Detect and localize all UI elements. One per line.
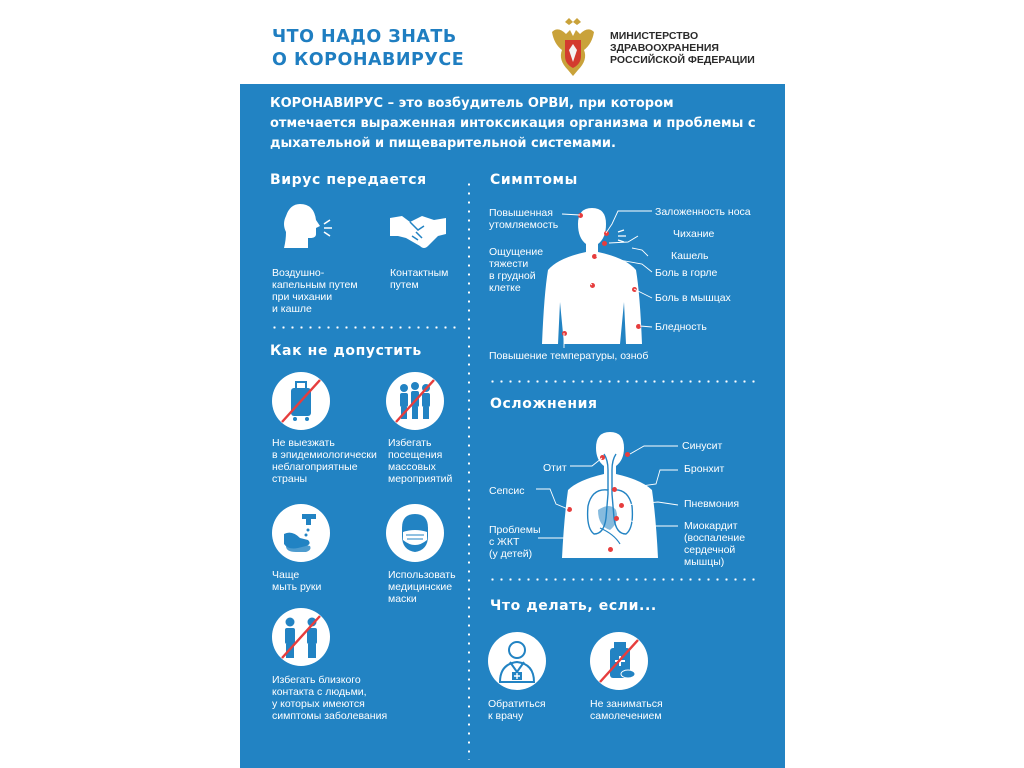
- no-crowds-line-2: посещения: [388, 449, 443, 461]
- avoid-contact-line-2: контакта с людьми,: [272, 686, 367, 698]
- intro-lead: КОРОНАВИРУС: [270, 96, 384, 111]
- poster-header: [240, 0, 785, 84]
- pneumonia-label: Пневмония: [684, 498, 740, 510]
- doctor-line-1: Обратиться: [488, 698, 546, 710]
- title-line-2: О КОРОНАВИРУСЕ: [272, 50, 465, 70]
- section-divider-right-2: [488, 578, 756, 581]
- ministry-line-3: РОССИЙСКОЙ ФЕДЕРАЦИИ: [610, 54, 755, 66]
- no-travel-line-1: Не выезжать: [272, 437, 335, 449]
- avoid-contact-line-4: симптомы заболевания: [272, 710, 388, 722]
- contact-line-2: путем: [390, 279, 419, 291]
- doctor-icon: [488, 632, 546, 690]
- bronchitis-label: Бронхит: [684, 463, 725, 475]
- ministry-line-2: ЗДРАВООХРАНЕНИЯ: [610, 42, 719, 54]
- airborne-line-2: капельным путем: [272, 279, 358, 291]
- no-self-medication-icon: [590, 632, 648, 690]
- wash-hands-line-2: мыть руки: [272, 581, 322, 593]
- complications-heading: Осложнения: [490, 396, 598, 412]
- myocarditis-line-4: мышцы): [684, 556, 725, 568]
- intro-rest: – это возбудитель ОРВИ, при котором отмечается выраженная интоксикация организма и проблемы с дыхательной и пищеварительной системами.: [270, 96, 756, 151]
- sinusitis-label: Синусит: [682, 440, 723, 452]
- pale-label: Бледность: [655, 321, 707, 333]
- no-crowds-line-1: Избегать: [388, 437, 432, 449]
- doctor-label: [488, 698, 546, 722]
- nose-label: Заложенность носа: [655, 206, 751, 218]
- self-medication-label: [590, 698, 663, 722]
- self-medication-line-1: Не заниматься: [590, 698, 663, 710]
- chest-line-2: тяжести: [489, 258, 529, 270]
- no-travel-line-3: неблагоприятные: [272, 461, 358, 473]
- coat-of-arms-icon: [548, 16, 598, 78]
- poster: [240, 0, 785, 768]
- fatigue-line-1: Повышенная: [489, 207, 553, 219]
- gi-label: [489, 524, 541, 560]
- symptoms-heading: Симптомы: [490, 172, 578, 188]
- mask-line-2: медицинские: [388, 581, 453, 593]
- myocarditis-line-3: сердечной: [684, 544, 736, 556]
- ministry-name: [610, 30, 755, 66]
- airborne-line-3: при чихании: [272, 291, 333, 303]
- no-travel-line-2: в эпидемиологически: [272, 449, 377, 461]
- avoid-contact-line-3: у которых имеются: [272, 698, 365, 710]
- whattodo-heading: Что делать, если...: [490, 598, 657, 614]
- sneeze-label: Чихание: [673, 228, 715, 240]
- myocarditis-line-1: Миокардит: [684, 520, 738, 532]
- wash-hands-line-1: Чаще: [272, 569, 300, 581]
- muscle-label: Боль в мышцах: [655, 292, 731, 304]
- gi-line-1: Проблемы: [489, 524, 541, 536]
- poster-title: [272, 26, 464, 72]
- fatigue-line-2: утомляемость: [489, 219, 559, 231]
- throat-label: Боль в горле: [655, 267, 718, 279]
- contact-line-1: Контактным: [390, 267, 449, 279]
- ministry-line-1: МИНИСТЕРСТВО: [610, 30, 699, 42]
- airborne-line-4: и кашле: [272, 303, 312, 315]
- airborne-line-1: Воздушно-: [272, 267, 325, 279]
- otitis-label: Отит: [543, 462, 567, 474]
- cough-label: Кашель: [671, 250, 709, 262]
- transmission-heading: Вирус передается: [270, 172, 427, 188]
- mask-line-1: Использовать: [388, 569, 456, 581]
- content-panel: [240, 84, 785, 768]
- title-line-1: ЧТО НАДО ЗНАТЬ: [272, 27, 457, 47]
- no-crowds-line-3: массовых: [388, 461, 436, 473]
- mask-line-3: маски: [388, 593, 417, 605]
- doctor-line-2: к врачу: [488, 710, 524, 722]
- chest-line-3: в грудной: [489, 270, 536, 282]
- sepsis-label: Сепсис: [489, 485, 525, 497]
- chest-line-4: клетке: [489, 282, 521, 294]
- gi-line-3: (у детей): [489, 548, 533, 560]
- gi-line-2: с ЖКТ: [489, 536, 520, 548]
- fever-label: Повышение температуры, озноб: [489, 350, 649, 362]
- myocarditis-line-2: (воспаление: [684, 532, 746, 544]
- myocarditis-label: [684, 520, 745, 568]
- self-medication-line-2: самолечением: [590, 710, 662, 722]
- prevention-heading: Как не допустить: [270, 343, 422, 359]
- no-travel-line-4: страны: [272, 473, 308, 485]
- no-crowds-line-4: мероприятий: [388, 473, 453, 485]
- chest-line-1: Ощущение: [489, 246, 544, 258]
- avoid-contact-line-1: Избегать близкого: [272, 674, 361, 686]
